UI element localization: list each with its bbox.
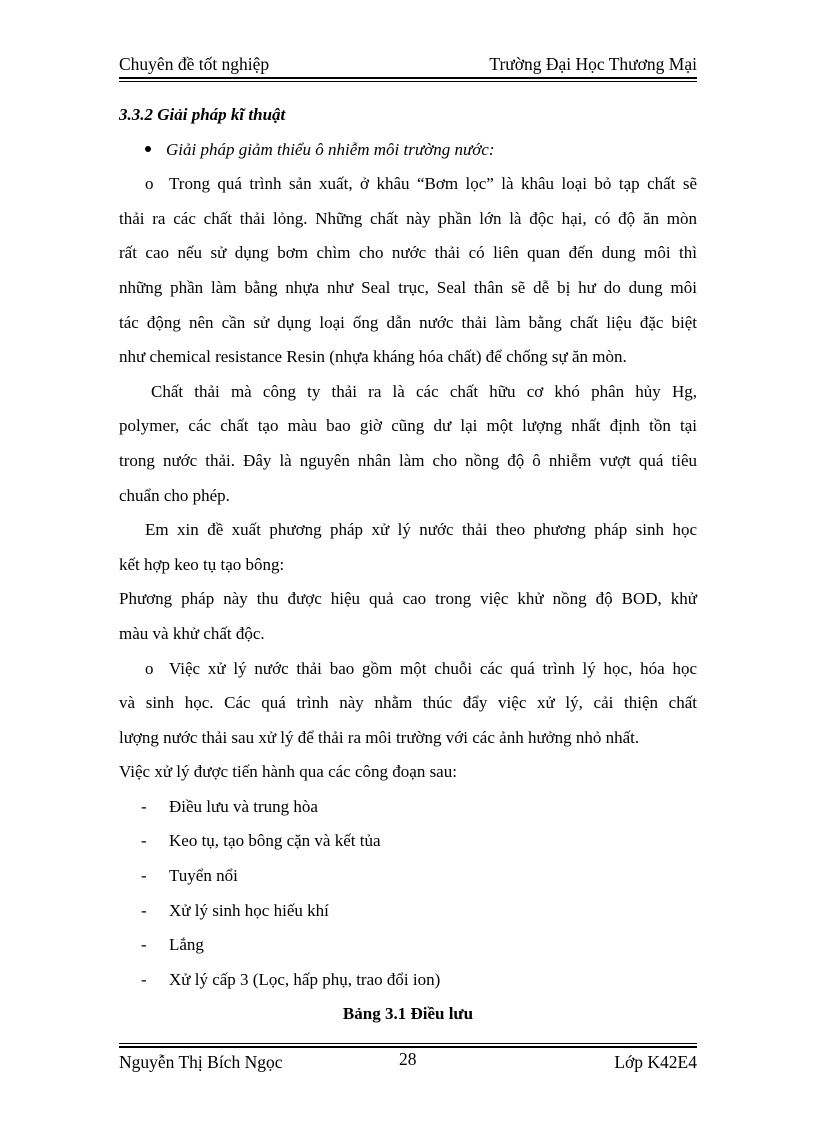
page-header [119, 52, 697, 78]
paragraph-2-line-3: trong nước thải. Đây là nguyên nhân làm cho nồng độ ô nhiễm vượt quá tiêu [119, 450, 697, 470]
paragraph-3-line-1: Em xin đề xuất phương pháp xử lý nước thải theo phương pháp sinh học [145, 520, 697, 540]
paragraph-2-line-2: polymer, các chất tạo màu bao giờ cũng dư lại một lượng nhất định tồn tại [119, 416, 697, 436]
bullet-dot-icon [145, 146, 151, 152]
page-number: 28 [399, 1049, 417, 1069]
paragraph-4-line-2: màu và khử chất độc. [119, 623, 265, 643]
table-caption: Bảng 3.1 Điều lưu [342, 1004, 474, 1024]
header-rule-thin [119, 81, 697, 82]
paragraph-4-line-1: Phương pháp này thu được hiệu quả cao trong việc khử nồng độ BOD, khử [119, 589, 697, 609]
paragraph-5-line-1 [119, 652, 697, 687]
paragraph-5-line-3: lượng nước thải sau xử lý để thải ra môi trường với các ảnh hưởng nhỏ nhất. [119, 727, 640, 747]
step-text: Keo tụ, tạo bông cặn và kết tủa [169, 831, 381, 851]
section-heading: 3.3.2 Giải pháp kĩ thuật [119, 105, 286, 124]
dash-marker: - [141, 866, 147, 886]
step-text: Lắng [169, 935, 204, 955]
dash-marker: - [141, 935, 147, 955]
paragraph-1-line-6: như chemical resistance Resin (nhựa kháng hóa chất) để chống sự ăn mòn. [119, 347, 627, 367]
header-document-type: Chuyên đề tốt nghiệp [119, 54, 270, 74]
circle-bullet-icon: o [145, 174, 154, 194]
paragraph-3-line-2: kết hợp keo tụ tạo bông: [119, 554, 285, 574]
bullet-text: Giải pháp giảm thiểu ô nhiễm môi trường nước: [166, 139, 495, 159]
step-item [119, 859, 697, 894]
header-rule-thick [119, 77, 697, 79]
step-item [119, 963, 697, 998]
paragraph-2-line-4: chuẩn cho phép. [119, 485, 230, 505]
step-text: Tuyển nổi [169, 866, 238, 886]
step-item [119, 824, 697, 859]
dash-marker: - [141, 969, 147, 989]
step-text: Xử lý sinh học hiếu khí [169, 900, 329, 920]
paragraph-1-line-2: thải ra các chất thải lỏng. Những chất này phần lớn là độc hại, có độ ăn mòn [119, 208, 697, 228]
paragraph-5-line-4: Việc xử lý được tiến hành qua các công đoạn sau: [119, 762, 457, 782]
page-footer [119, 1050, 697, 1076]
step-item [119, 894, 697, 929]
paragraph-1-line-5: tác động nên cần sử dụng loại ống dẫn nước thải làm bằng chất liệu đặc biệt [119, 312, 697, 332]
footer-class: Lớp K42E4 [614, 1052, 697, 1072]
paragraph-5-text-1: Việc xử lý nước thải bao gồm một chuỗi các quá trình lý học, hóa học [169, 658, 697, 678]
dash-marker: - [141, 796, 147, 816]
dash-marker: - [141, 900, 147, 920]
paragraph-1-text-1: Trong quá trình sản xuất, ở khâu “Bơm lọc” là khâu loại bỏ tạp chất sẽ [169, 174, 697, 194]
page-body [119, 98, 697, 1032]
paragraph-1-line-1 [119, 167, 697, 202]
bullet-item [119, 133, 697, 168]
header-university: Trường Đại Học Thương Mại [489, 54, 697, 74]
step-text: Điều lưu và trung hòa [169, 796, 318, 816]
step-text: Xử lý cấp 3 (Lọc, hấp phụ, trao đổi ion) [169, 969, 441, 989]
dash-marker: - [141, 831, 147, 851]
circle-bullet-icon: o [145, 658, 154, 678]
paragraph-1-line-4: những phần làm bằng nhựa như Seal trục, Seal thân sẽ dễ bị hư do dung môi [119, 277, 697, 297]
paragraph-5-line-2: và sinh học. Các quá trình này nhằm thúc đẩy việc xử lý, cải thiện chất [119, 693, 697, 713]
step-item [119, 928, 697, 963]
paragraph-2-line-1: Chất thải mà công ty thải ra là các chất hữu cơ khó phân hủy Hg, [151, 381, 697, 401]
footer-author: Nguyễn Thị Bích Ngọc [119, 1052, 283, 1072]
footer-rule-thin [119, 1043, 697, 1044]
paragraph-1-line-3: rất cao nếu sử dụng bơm chìm cho nước thải có liên quan đến dung môi thì [119, 243, 697, 263]
step-item [119, 790, 697, 825]
